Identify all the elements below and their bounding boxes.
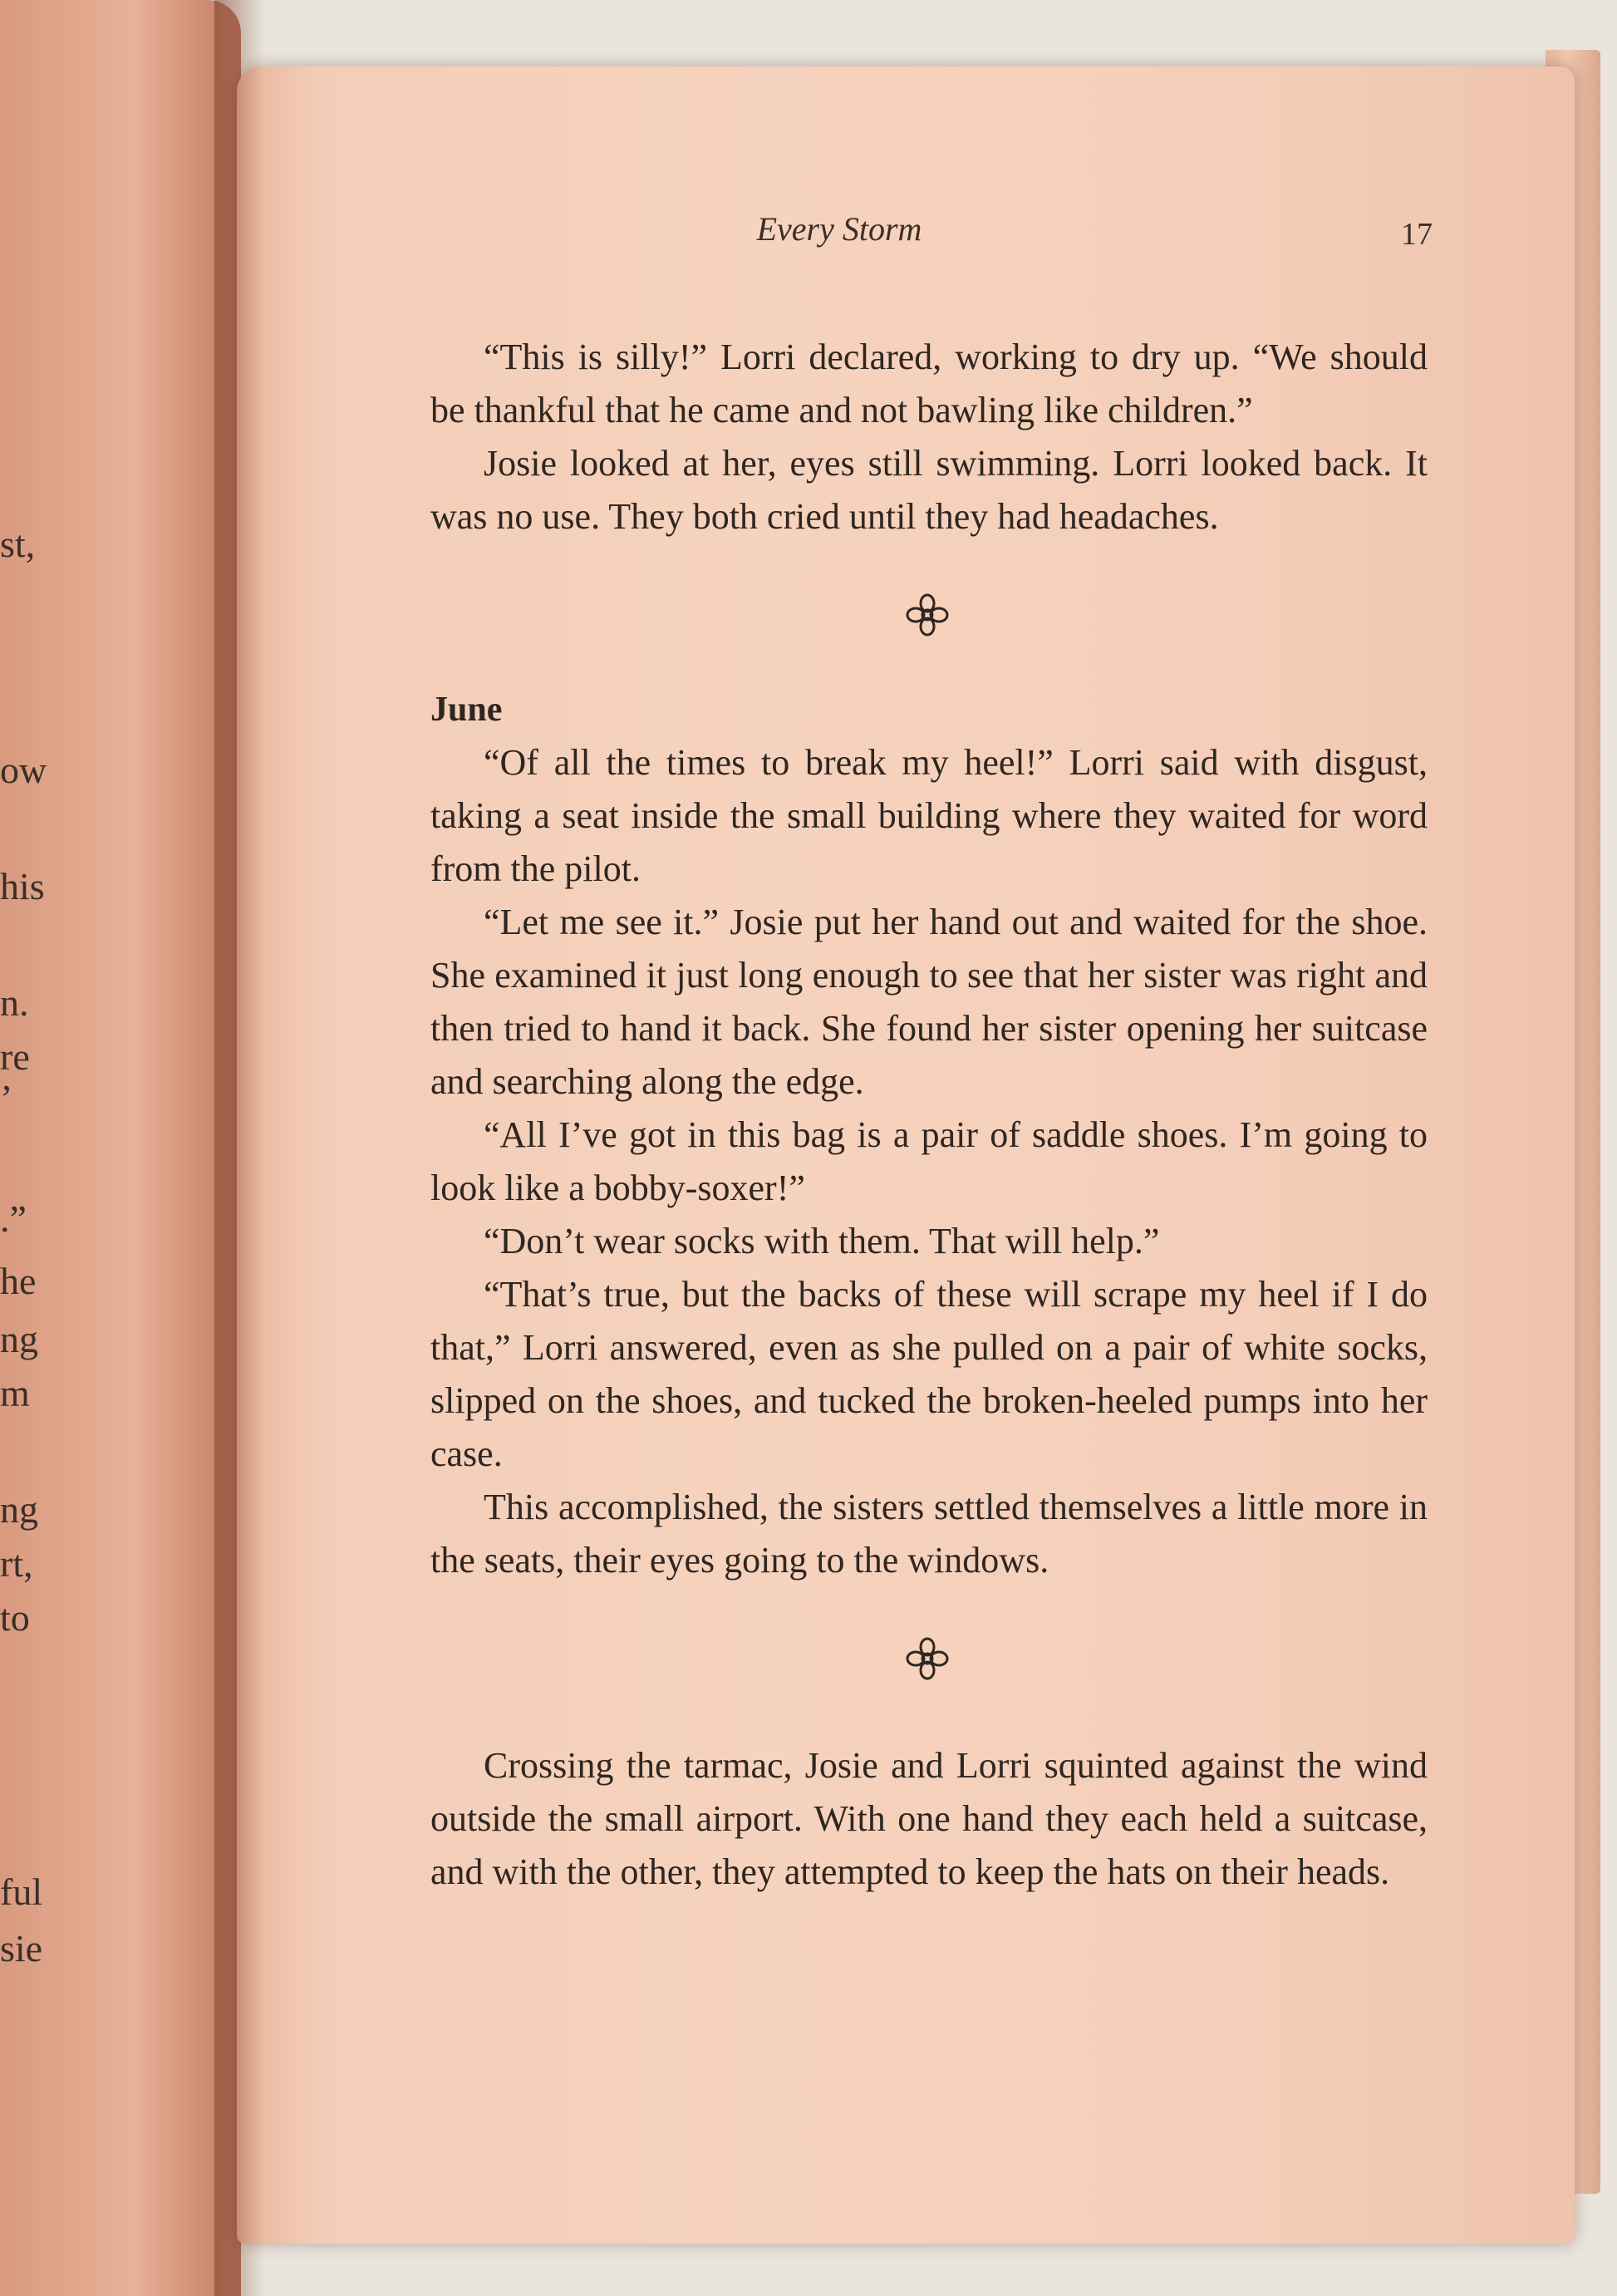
- left-page-fragment: n.: [0, 981, 29, 1024]
- paragraph: Josie looked at her, eyes still swimming. Lorri looked back. It was no use. They both cried until they had headaches.: [430, 443, 1428, 537]
- left-page-fragment: ng: [0, 1488, 38, 1531]
- left-page-fragment: st,: [0, 523, 36, 565]
- paragraph: “Don’t wear socks with them. That will help.”: [484, 1221, 1160, 1261]
- left-page-fragment: to: [0, 1596, 30, 1639]
- paragraph: “This is silly!” Lorri declared, working to dry up. “We should be thankful that he came and not bawling like children.”: [430, 337, 1428, 430]
- book-gutter: [214, 0, 264, 2296]
- paragraph: “Let me see it.” Josie put her hand out and waited for the shoe. She examined it just long enough to see that her sister was right and then tried to hand it back. She found her sister opening her suitcase and searching along the edge.: [430, 902, 1428, 1102]
- left-page-fragment: re: [0, 1035, 30, 1078]
- left-page-fragment: ful: [0, 1871, 43, 1913]
- left-page-fragment: he: [0, 1260, 37, 1302]
- paragraph: This accomplished, the sisters settled themselves a little more in the seats, their eyes going to the windows.: [430, 1487, 1428, 1581]
- paragraph: Crossing the tarmac, Josie and Lorri squinted against the wind outside the small airport. With one hand they each held a suitcase, and with the other, they attempted to keep the hats on their heads.: [430, 1745, 1428, 1892]
- left-page-fragment: sie: [0, 1927, 43, 1969]
- left-page-fragment: his: [0, 865, 45, 907]
- paragraph: “That’s true, but the backs of these will scrape my heel if I do that,” Lorri answered, even as she pulled on a pair of white socks, slipped on the shoes, and tucked the broken-heeled pumps into her case.: [430, 1274, 1428, 1474]
- paragraph: “Of all the times to break my heel!” Lorri said with disgust, taking a seat inside the small building where they waited for word from the pilot.: [430, 742, 1428, 889]
- page-body: [430, 331, 1428, 1899]
- paragraph: “All I’ve got in this bag is a pair of saddle shoes. I’m going to look like a bobby-soxer!”: [430, 1114, 1428, 1208]
- section-heading: June: [430, 691, 503, 729]
- left-page-fragment: m: [0, 1372, 30, 1414]
- left-page-fragment: ’: [0, 1077, 13, 1119]
- page-number: 17: [1401, 217, 1433, 252]
- flower-ornament-icon: [904, 592, 951, 638]
- left-page-fragment: ng: [0, 1318, 38, 1360]
- left-page-fragment: rt,: [0, 1542, 33, 1585]
- flower-ornament-icon: [904, 1635, 951, 1682]
- left-page-fragment: .”: [0, 1197, 27, 1240]
- running-head: Every Storm: [756, 210, 922, 248]
- left-page: [0, 0, 241, 2296]
- left-page-fragment: ow: [0, 749, 47, 791]
